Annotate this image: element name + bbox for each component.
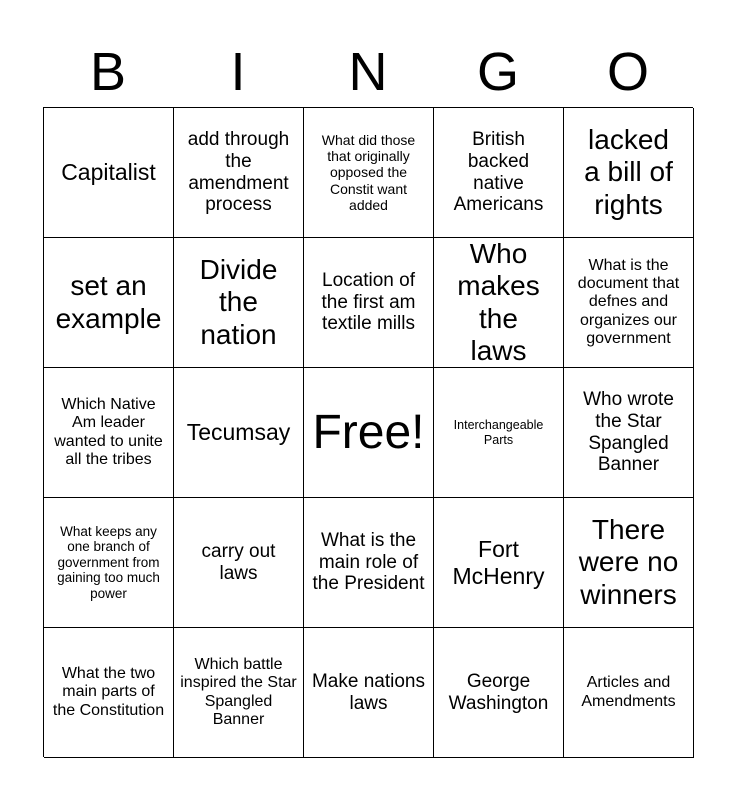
cell-text: Articles and Amendments xyxy=(581,674,676,710)
bingo-board xyxy=(43,107,693,757)
cell-text: What is the main role of the President xyxy=(312,529,425,595)
cell-text: Location of the first am textile mills xyxy=(321,269,416,335)
cell-text: set an example xyxy=(55,270,162,334)
bingo-cell-r3c2[interactable] xyxy=(174,368,304,498)
bingo-cell-r1c3[interactable] xyxy=(304,108,434,238)
bingo-cell-r3c4[interactable] xyxy=(434,368,564,498)
cell-text: Which battle inspired the Star Spangled Banner xyxy=(180,655,297,728)
cell-text: What did those that originally opposed the Constit want added xyxy=(321,132,416,213)
cell-text: British backed native Americans xyxy=(453,128,544,216)
bingo-cell-r2c3[interactable] xyxy=(304,238,434,368)
cell-text: Who makes the laws xyxy=(457,238,540,366)
header-letter-b: B xyxy=(89,42,127,102)
cell-text: Divide the nation xyxy=(199,254,278,350)
bingo-cell-r1c4[interactable] xyxy=(434,108,564,238)
bingo-cell-r5c4[interactable] xyxy=(434,628,564,758)
header-letter-i: I xyxy=(230,42,246,102)
cell-text: What the two main parts of the Constitution xyxy=(52,664,165,719)
free-space-text: Free! xyxy=(312,405,425,459)
bingo-cell-r1c1[interactable] xyxy=(44,108,174,238)
cell-text: lacked a bill of rights xyxy=(584,124,673,220)
cell-text: What is the document that defnes and organizes our government xyxy=(577,256,680,348)
cell-text: Interchangeable Parts xyxy=(453,418,544,447)
bingo-cell-r5c1[interactable] xyxy=(44,628,174,758)
bingo-cell-r3c1[interactable] xyxy=(44,368,174,498)
cell-text: Which Native Am leader wanted to unite all the tribes xyxy=(54,395,163,468)
cell-text: Fort McHenry xyxy=(452,536,545,589)
cell-text: There were no winners xyxy=(578,514,679,610)
bingo-cell-r2c5[interactable] xyxy=(564,238,694,368)
bingo-cell-r3c5[interactable] xyxy=(564,368,694,498)
bingo-cell-r4c3[interactable] xyxy=(304,498,434,628)
bingo-cell-r5c5[interactable] xyxy=(564,628,694,758)
cell-text: Tecumsay xyxy=(186,419,291,446)
header-letter-n: N xyxy=(348,42,388,102)
cell-text: What keeps any one branch of government from gaining too much power xyxy=(57,523,160,601)
bingo-cell-r5c2[interactable] xyxy=(174,628,304,758)
bingo-cell-r4c2[interactable] xyxy=(174,498,304,628)
cell-text: Capitalist xyxy=(61,159,156,186)
bingo-cell-r2c4[interactable] xyxy=(434,238,564,368)
bingo-cell-r4c5[interactable] xyxy=(564,498,694,628)
cell-text: carry out laws xyxy=(201,540,276,584)
cell-text: add through the amendment process xyxy=(187,128,290,216)
bingo-cell-r4c1[interactable] xyxy=(44,498,174,628)
bingo-cell-free[interactable] xyxy=(304,368,434,498)
bingo-cell-r1c5[interactable] xyxy=(564,108,694,238)
bingo-cell-r1c2[interactable] xyxy=(174,108,304,238)
cell-text: Make nations laws xyxy=(311,670,425,714)
bingo-header xyxy=(43,40,693,104)
bingo-cell-r4c4[interactable] xyxy=(434,498,564,628)
cell-text: George Washington xyxy=(448,670,549,714)
bingo-cell-r5c3[interactable] xyxy=(304,628,434,758)
cell-text: Who wrote the Star Spangled Banner xyxy=(583,388,674,476)
header-letter-o: O xyxy=(606,42,649,102)
header-letter-g: G xyxy=(476,42,519,102)
bingo-cell-r2c2[interactable] xyxy=(174,238,304,368)
bingo-cell-r2c1[interactable] xyxy=(44,238,174,368)
